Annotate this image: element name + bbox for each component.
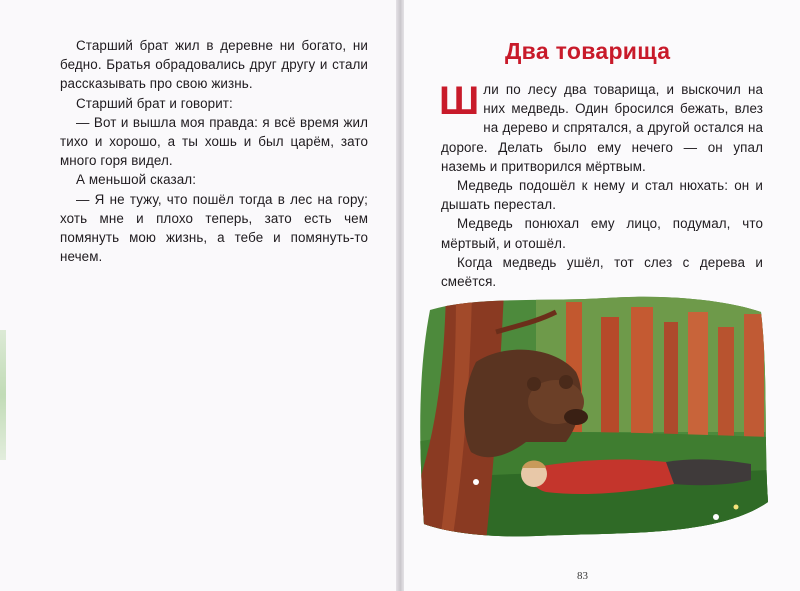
page-number: 83 <box>577 570 588 582</box>
paragraph: Старший брат и говорит: <box>76 95 233 111</box>
paragraph: А меньшой сказал: <box>76 172 197 188</box>
left-page-text <box>60 36 368 266</box>
left-page <box>0 0 398 591</box>
first-paragraph <box>441 80 763 176</box>
paragraph: Медведь подошёл к нему и стал нюхать: он и дышать перестал. <box>441 178 763 213</box>
right-page-text <box>441 80 763 291</box>
paragraph: Старший брат жил в деревне ни богато, ни бедно. Братья обрадовались друг другу и стали рассказывать про свою жизнь. <box>60 38 368 92</box>
paragraph: — Вот и вышла моя правда: я всё время жил тихо и хорошо, а ты хошь и был царём, зато много горя видел. <box>60 114 368 169</box>
paragraph: Медведь понюхал ему лицо, подумал, что мёртвый, и отошёл. <box>441 216 763 251</box>
page-edge-tint <box>0 330 6 460</box>
bear-and-man-illustration <box>416 292 769 542</box>
paragraph: Когда медведь ушёл, тот слез с дерева и смеётся. <box>441 254 763 290</box>
first-paragraph-text: ли по лесу два товарища, и выскочил на них медведь. Один бросился бежать, влез на дерево и спрятался, а другой остался на дороге. Делать было ему нечего — он упал наземь и притворился мёртвым. <box>441 82 763 174</box>
story-title: Два товарища <box>505 38 671 64</box>
paragraph: — Я не тужу, что пошёл тогда в лес на гору; хоть мне и плохо теперь, зато есть чем помянуть мою жизнь, а тебе и помянуть-то нечем. <box>60 191 368 265</box>
drop-cap: Ш <box>439 79 480 123</box>
